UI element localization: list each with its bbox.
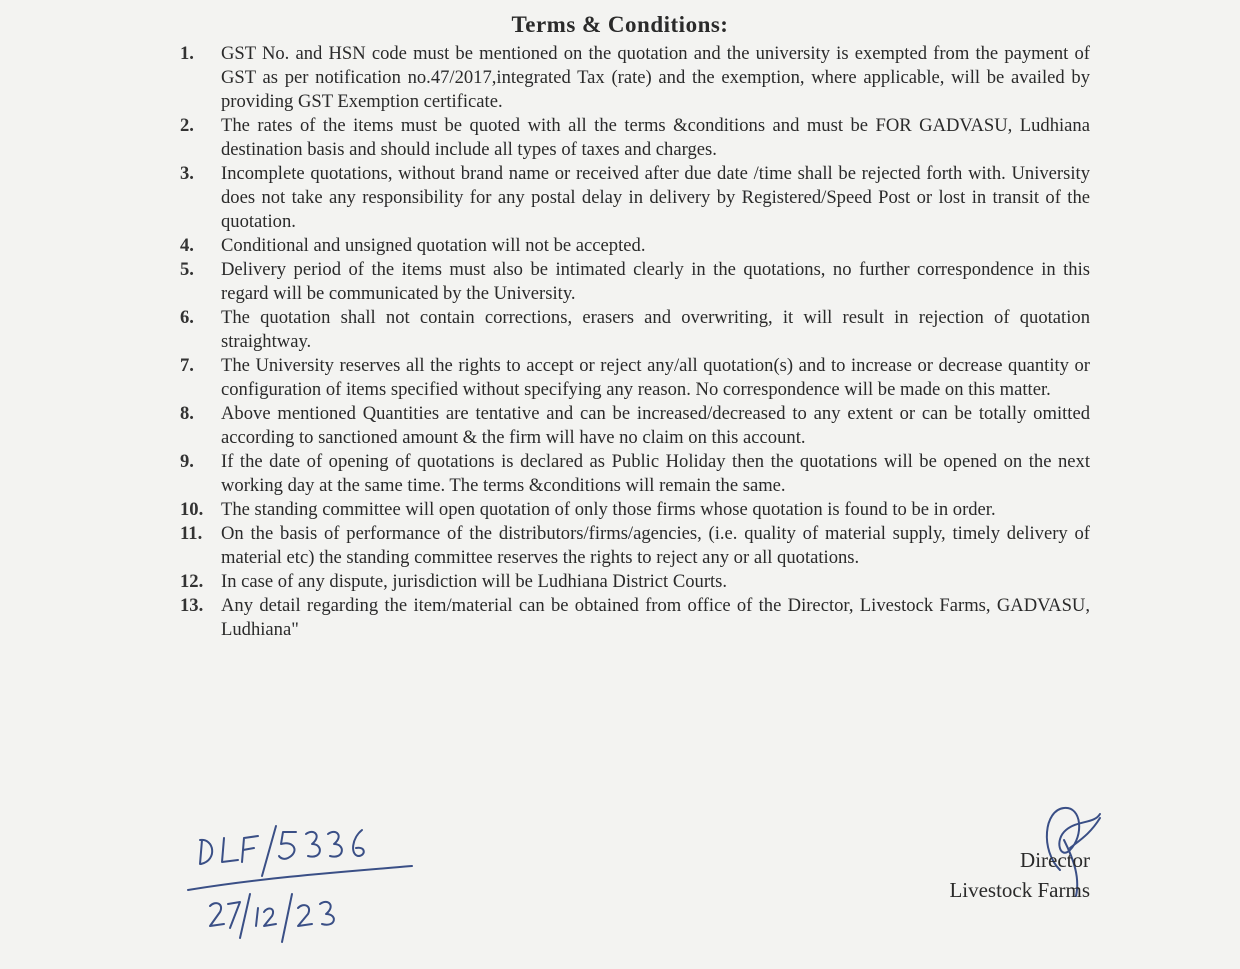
- term-text: Any detail regarding the item/material can be obtained from office of the Director, Livestock Farms, GADVASU, Ludhiana": [221, 595, 1090, 640]
- signatory-block: [949, 845, 1090, 905]
- term-item: [180, 570, 1090, 594]
- term-text: In case of any dispute, jurisdiction will be Ludhiana District Courts.: [221, 571, 728, 592]
- term-text: GST No. and HSN code must be mentioned on the quotation and the university is exempted from the payment of GST as per notification no.47/2017,integrated Tax (rate) and the exemption, where applicable, will be availed by providing GST Exemption certificate.: [221, 43, 1090, 112]
- term-item: [180, 594, 1090, 642]
- term-text: The standing committee will open quotation of only those firms whose quotation is found to be in order.: [221, 499, 996, 520]
- term-number: 2.: [180, 115, 194, 136]
- terms-list: [180, 42, 1090, 642]
- term-text: If the date of opening of quotations is declared as Public Holiday then the quotations will be opened on the next working day at the same time. The terms &conditions will remain the same.: [221, 451, 1090, 496]
- handwritten-reference-drawing: [180, 818, 430, 948]
- term-number: 9.: [180, 451, 194, 472]
- term-item: [180, 162, 1090, 234]
- term-text: The University reserves all the rights to accept or reject any/all quotation(s) and to increase or decrease quantity or configuration of items specified without specifying any reason. No correspondence will be made on this matter.: [221, 355, 1090, 400]
- term-number: 12.: [180, 571, 204, 592]
- term-number: 11.: [180, 523, 203, 544]
- handwritten-reference: [180, 818, 430, 948]
- term-item: [180, 234, 1090, 258]
- term-number: 3.: [180, 163, 194, 184]
- term-text: The rates of the items must be quoted with all the terms &conditions and must be FOR GADVASU, Ludhiana destination basis and should include all types of taxes and charges.: [221, 115, 1090, 160]
- term-item: [180, 114, 1090, 162]
- term-item: [180, 306, 1090, 354]
- term-item: [180, 402, 1090, 450]
- term-item: [180, 450, 1090, 498]
- term-text: Delivery period of the items must also be intimated clearly in the quotations, no further correspondence in this regard will be communicated by the University.: [221, 259, 1090, 304]
- term-item: [180, 42, 1090, 114]
- term-text: The quotation shall not contain corrections, erasers and overwriting, it will result in rejection of quotation straightway.: [221, 307, 1090, 352]
- term-text: On the basis of performance of the distributors/firms/agencies, (i.e. quality of material supply, timely delivery of material etc) the standing committee reserves the rights to reject any or all quotations.: [221, 523, 1090, 568]
- term-item: [180, 498, 1090, 522]
- page-title: Terms & Conditions:: [511, 12, 729, 37]
- term-number: 13.: [180, 595, 204, 616]
- term-number: 5.: [180, 259, 194, 280]
- term-item: [180, 522, 1090, 570]
- term-item: [180, 258, 1090, 306]
- term-number: 1.: [180, 43, 194, 64]
- signatory-designation: Director: [1020, 848, 1090, 872]
- term-number: 10.: [180, 499, 204, 520]
- term-text: Above mentioned Quantities are tentative and can be increased/decreased to any extent or can be totally omitted according to sanctioned amount & the firm will have no claim on this account.: [221, 403, 1090, 448]
- signatory-office: Livestock Farms: [949, 878, 1090, 902]
- term-number: 7.: [180, 355, 194, 376]
- term-number: 8.: [180, 403, 194, 424]
- term-text: Incomplete quotations, without brand name or received after due date /time shall be rejected forth with. University does not take any responsibility for any postal delay in delivery by Registered/Speed Post or lost in transit of the quotation.: [221, 163, 1090, 232]
- term-number: 6.: [180, 307, 194, 328]
- term-number: 4.: [180, 235, 194, 256]
- term-text: Conditional and unsigned quotation will not be accepted.: [221, 235, 646, 256]
- term-item: [180, 354, 1090, 402]
